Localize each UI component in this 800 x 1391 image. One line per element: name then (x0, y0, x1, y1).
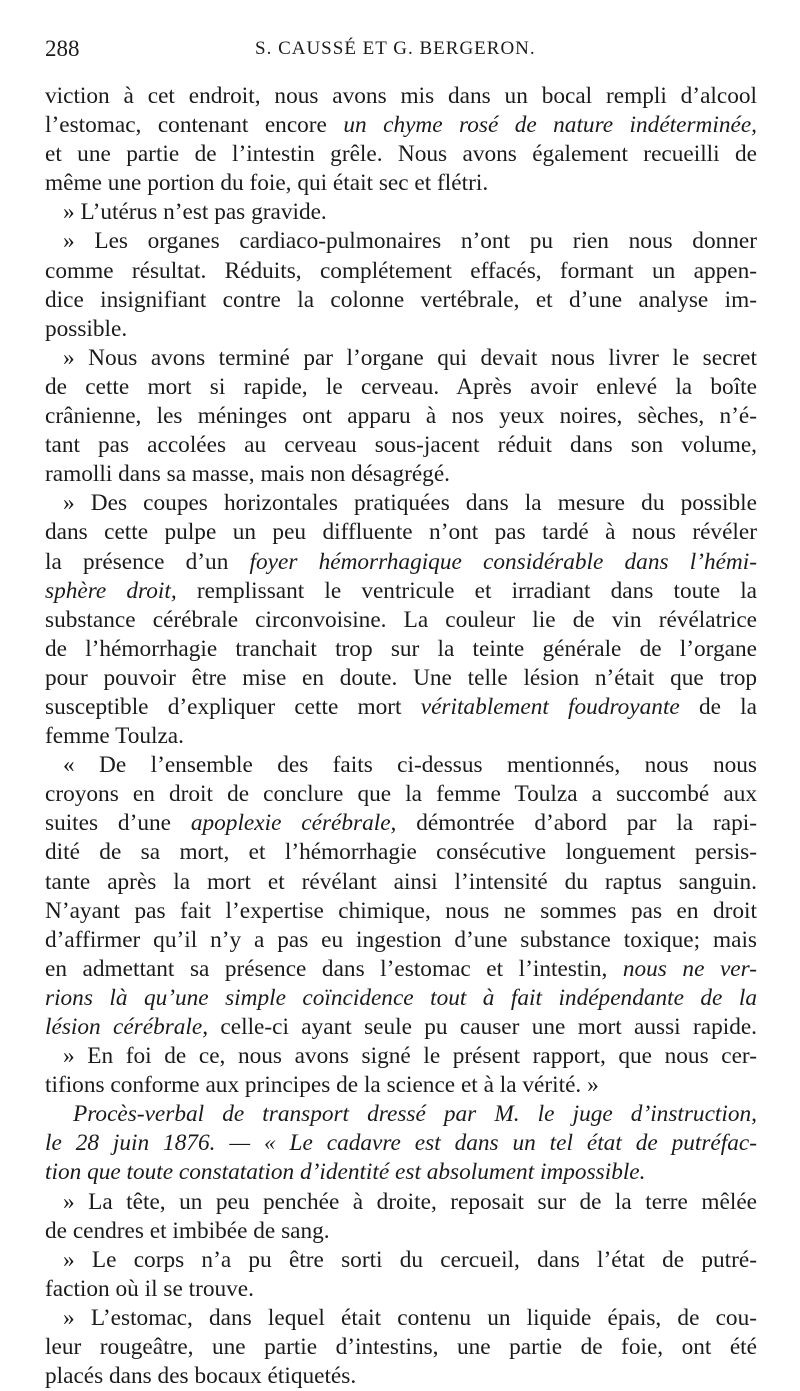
text-line (45, 926, 757, 955)
italic-text: un chyme rosé de nature indéterminée, (343, 112, 758, 139)
text-segment: suites d’une (45, 810, 191, 837)
text-segment: » L’utérus n’est pas gravide. (63, 199, 327, 226)
text-line (45, 227, 757, 256)
text-line (45, 518, 757, 547)
text-segment: dité de sa mort, et l’hémorrhagie consécutive longuement persis- (45, 839, 757, 866)
text-segment: » Nous avons terminé par l’organe qui devait nous livrer le secret (63, 344, 757, 371)
italic-text: le 28 juin 1876. — « Le cadavre est dans un tel état de putréfac- (45, 1130, 757, 1157)
text-segment: tant pas accolées au cerveau sous-jacent réduit dans son volume, (45, 432, 757, 459)
text-line (45, 1158, 757, 1187)
text-segment: démontrée d’abord par la rapi- (396, 810, 757, 837)
text-segment: tante après la mort et révélant ainsi l’intensité du raptus sanguin. (45, 868, 757, 895)
text-segment: » Le corps n’a pu être sorti du cercueil, dans l’état de putré- (63, 1246, 757, 1273)
page-header (45, 36, 745, 66)
italic-text: nous ne ver- (622, 955, 757, 982)
text-segment: d’affirmer qu’il n’y a pas eu ingestion d’une substance toxique; mais (45, 926, 757, 953)
text-segment: N’ayant pas fait l’expertise chimique, nous ne sommes pas en droit (45, 897, 757, 924)
text-line (45, 1246, 757, 1275)
text-line (45, 635, 757, 664)
text-segment: « De l’ensemble des faits ci-dessus mentionnés, nous nous (63, 752, 757, 779)
italic-text: tion que toute constatation d’identité est absolument impossible. (45, 1159, 646, 1186)
text-line (45, 489, 757, 518)
text-segment: » En foi de ce, nous avons signé le présent rapport, que nous cer- (63, 1043, 757, 1070)
text-segment: femme Toulza. (45, 723, 184, 750)
text-line (45, 1362, 757, 1391)
text-line (45, 751, 757, 780)
text-segment: croyons en droit de conclure que la femme Toulza a succombé aux (45, 781, 757, 808)
page-number: 288 (45, 36, 80, 61)
text-segment: » Des coupes horizontales pratiquées dans la mesure du possible (63, 490, 757, 517)
text-segment: l’estomac, contenant encore (45, 112, 344, 139)
text-line (45, 1188, 757, 1217)
text-segment: faction où il se trouve. (45, 1275, 254, 1302)
text-segment: susceptible d’expliquer cette mort (45, 693, 421, 720)
text-line (45, 780, 757, 809)
text-segment: la présence d’un (45, 548, 250, 575)
text-line (45, 955, 757, 984)
text-line (45, 838, 757, 867)
text-segment: crânienne, les méninges ont apparu à nos yeux noires, sèches, n’é- (45, 403, 757, 430)
text-segment: viction à cet endroit, nous avons mis dans un bocal rempli d’alcool (45, 83, 757, 109)
text-line (45, 577, 757, 606)
text-line (45, 1129, 757, 1158)
text-line (45, 140, 757, 169)
text-line (45, 344, 757, 373)
text-line (45, 606, 757, 635)
text-line (45, 548, 757, 577)
italic-text: véritablement foudroyante (420, 693, 680, 720)
text-segment: dans cette pulpe un peu diffluente n’ont pas tardé à nous révéler (45, 519, 757, 546)
text-line (45, 1071, 757, 1100)
text-segment: de cette mort si rapide, le cerveau. Après avoir enlevé la boîte (45, 373, 757, 400)
text-segment: en admettant sa présence dans l’estomac et l’intestin, (45, 955, 623, 982)
text-line (45, 897, 757, 926)
text-segment: ramolli dans sa masse, mais non désagrégé. (45, 461, 450, 488)
italic-text: rions là qu’une simple coïncidence tout à fait indépendante de la (45, 984, 757, 1011)
text-line (45, 1013, 757, 1042)
text-line (45, 431, 757, 460)
text-line (45, 1217, 757, 1246)
text-line (45, 1042, 757, 1071)
body-text (45, 82, 757, 1391)
text-segment: leur rougeâtre, une partie d’intestins, une partie de foie, ont été (45, 1334, 757, 1361)
text-segment: substance cérébrale circonvoisine. La couleur lie de vin révélatrice (45, 606, 757, 633)
text-line (45, 868, 757, 897)
text-segment: pour pouvoir être mise en doute. Une telle lésion n’était que trop (45, 664, 757, 691)
text-line (45, 664, 757, 693)
text-segment: de l’hémorrhagie tranchait trop sur la teinte générale de l’organe (45, 635, 757, 662)
text-segment: et une partie de l’intestin grêle. Nous avons également recueilli de (45, 141, 757, 168)
text-segment: possible. (45, 315, 128, 342)
text-line (45, 111, 757, 140)
text-line (45, 693, 757, 722)
text-segment: » L’estomac, dans lequel était contenu un liquide épais, de cou- (63, 1304, 757, 1331)
text-line (45, 286, 757, 315)
text-line (45, 373, 757, 402)
italic-text: sphère droit, (45, 577, 177, 604)
italic-text: apoplexie cérébrale, (190, 810, 397, 837)
text-line (45, 402, 757, 431)
italic-text: foyer hémorrhagique considérable dans l’hémi- (249, 548, 757, 575)
text-segment: » Les organes cardiaco-pulmonaires n’ont pu rien nous donner (63, 228, 757, 255)
text-segment: tifions conforme aux principes de la science et à la vérité. » (45, 1072, 599, 1099)
text-line (45, 1333, 757, 1362)
text-line (45, 984, 757, 1013)
text-segment: comme résultat. Réduits, complétement effacés, formant un appen- (45, 257, 757, 284)
text-line (45, 809, 757, 838)
text-line (45, 315, 757, 344)
italic-text: Procès-verbal de transport dressé par M. le juge d’instruction, (73, 1101, 757, 1128)
text-segment: même une portion du foie, qui était sec et flétri. (45, 170, 489, 197)
text-line (45, 1304, 757, 1333)
text-segment: de la (679, 693, 757, 720)
text-segment: de cendres et imbibée de sang. (45, 1217, 330, 1244)
text-line (45, 257, 757, 286)
text-line (45, 1100, 757, 1129)
text-line (45, 198, 757, 227)
text-line (45, 169, 757, 198)
text-line (45, 1275, 757, 1304)
running-head: S. CAUSSÉ ET G. BERGERON. (255, 38, 536, 59)
text-segment: celle-ci ayant seule pu causer une mort aussi rapide. (208, 1014, 758, 1040)
text-line (45, 82, 757, 111)
text-segment: placés dans des bocaux étiquetés. (45, 1363, 357, 1390)
text-line (45, 722, 757, 751)
text-segment: dice insignifiant contre la colonne vertébrale, et d’une analyse im- (45, 286, 757, 313)
text-segment: remplissant le ventricule et irradiant dans toute la (176, 577, 758, 604)
italic-text: lésion cérébrale, (45, 1014, 209, 1040)
text-line (45, 460, 757, 489)
text-segment: » La tête, un peu penchée à droite, reposait sur de la terre mêlée (63, 1188, 757, 1215)
